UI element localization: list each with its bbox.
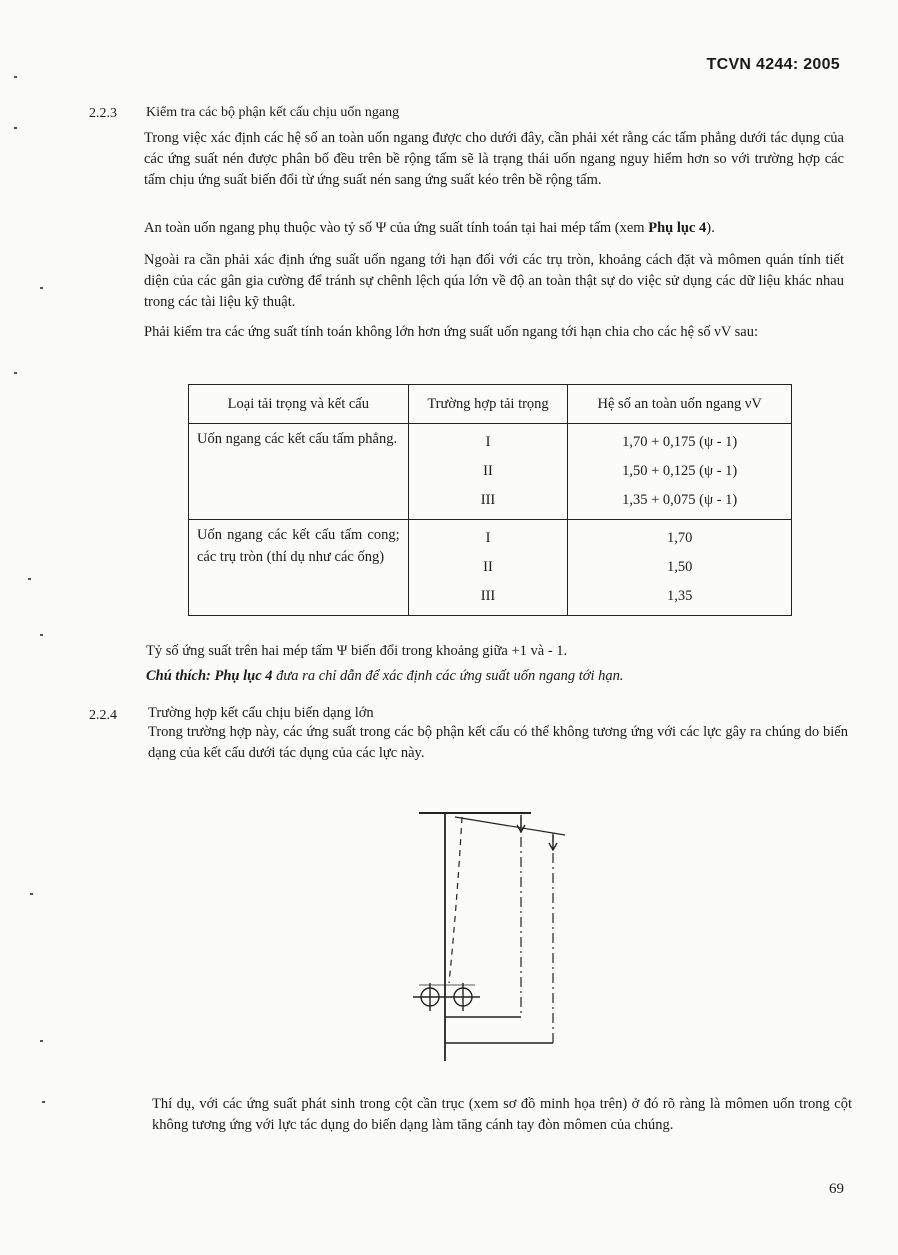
section-number-224: 2.2.4 — [89, 708, 117, 723]
page-number: 69 — [829, 1181, 844, 1197]
psi-range-text: Tỷ số ứng suất trên hai mép tấm Ψ biến đổi trong khoảng giữa +1 và - 1. — [146, 643, 568, 659]
structure-flat-plates: Uốn ngang các kết cấu tấm phẳng. — [189, 424, 409, 520]
section-title-223: Kiểm tra các bộ phận kết cấu chịu uốn ngang — [146, 105, 400, 120]
header-safety-factor: Hệ số an toàn uốn ngang νV — [568, 385, 792, 424]
safety-factor: 1,70 — [667, 530, 693, 546]
scan-speck — [40, 634, 43, 636]
paragraph-psi-text: An toàn uốn ngang phụ thuộc vào tỷ số Ψ của ứng suất tính toán tại hai mép tấm (xem — [144, 220, 649, 236]
scan-speck — [40, 287, 43, 289]
load-case: I — [485, 530, 491, 546]
note-label: Chú thích: — [146, 668, 211, 684]
load-case: I — [485, 434, 491, 450]
paragraph-psi-ratio — [144, 218, 844, 239]
load-case: III — [480, 492, 496, 508]
appendix-reference: Phụ lục 4 — [648, 220, 707, 236]
factors-cell — [568, 424, 792, 520]
header-load-type: Loại tải trọng và kết cấu — [189, 385, 409, 424]
scan-speck — [30, 893, 33, 895]
note-text: đưa ra chỉ dẫn để xác định các ứng suất uốn ngang tới hạn. — [272, 668, 624, 684]
safety-factor: 1,50 — [667, 559, 693, 575]
note — [146, 666, 846, 687]
safety-factor: 1,35 — [667, 588, 693, 604]
load-cases-cell — [408, 520, 568, 616]
section-number-223: 2.2.3 — [89, 106, 117, 121]
load-case: III — [480, 588, 496, 604]
scan-speck — [40, 1040, 43, 1042]
paragraph-plate-buckling: Trong việc xác định các hệ số an toàn uốn ngang được cho dưới đây, cần phải xét rằng các tấm phẳng dưới tác dụng của các ứng suất nén được phân bố đều trên bề rộng tấm sẽ là trạng thái uốn ngang nguy hiểm hơn so với trường hợp các tấm chịu ứng suất biến đổi từ ứng suất nén sang ứng suất kéo trên bề rộng tấm. — [144, 130, 844, 188]
table-row — [189, 520, 792, 616]
scan-speck — [14, 372, 17, 374]
load-case: II — [483, 559, 493, 575]
safety-factor: 1,70 + 0,175 (ψ - 1) — [622, 434, 738, 450]
standard-code: TCVN 4244: 2005 — [706, 56, 840, 73]
crane-column-diagram — [405, 805, 575, 1065]
factors-cell — [568, 520, 792, 616]
paragraph-psi-end: ). — [706, 220, 715, 236]
load-cases-cell — [408, 424, 568, 520]
scan-speck — [42, 1101, 45, 1103]
scan-speck — [28, 578, 31, 580]
paragraph-large-deformation: Trong trường hợp này, các ứng suất trong các bộ phận kết cấu có thể không tương ứng với các lực gây ra chúng do biến dạng của kết cấu dưới tác dụng của các lực này. — [148, 724, 848, 761]
header-load-case: Trường hợp tải trọng — [408, 385, 568, 424]
note-reference: Phụ lục 4 — [214, 668, 273, 684]
structure-curved-plates: Uốn ngang các kết cấu tấm cong; các trụ tròn (thí dụ như các ống) — [189, 520, 409, 616]
paragraph-check-stress: Phải kiểm tra các ứng suất tính toán không lớn hơn ứng suất uốn ngang tới hạn chia cho các hệ số νV sau: — [144, 324, 759, 340]
safety-factor-table — [188, 384, 792, 616]
load-case: II — [483, 463, 493, 479]
scan-speck — [14, 76, 17, 78]
section-title-224: Trường hợp kết cấu chịu biến dạng lớn — [148, 705, 374, 721]
paragraph-critical-stress: Ngoài ra cần phải xác định ứng suất uốn ngang tới hạn đối với các trụ tròn, khoảng cách đặt và mômen quán tính tiết diện của các gân gia cường để tránh sự chênh lệch qúa lớn về độ an toàn thật sự do việc sử dụng các dữ liệu khác nhau trong các tài liệu kỹ thuật. — [144, 252, 844, 310]
safety-factor: 1,50 + 0,125 (ψ - 1) — [622, 463, 738, 479]
scan-speck — [14, 127, 17, 129]
paragraph-crane-example: Thí dụ, với các ứng suất phát sinh trong cột cần trục (xem sơ đồ minh họa trên) ở đó rõ ràng là mômen uốn trong cột không tương ứng với lực tác dụng do biến dạng làm tăng cánh tay đòn mômen của chúng. — [152, 1096, 852, 1133]
table-header-row — [189, 385, 792, 424]
safety-factor: 1,35 + 0,075 (ψ - 1) — [622, 492, 738, 508]
table-row — [189, 424, 792, 520]
